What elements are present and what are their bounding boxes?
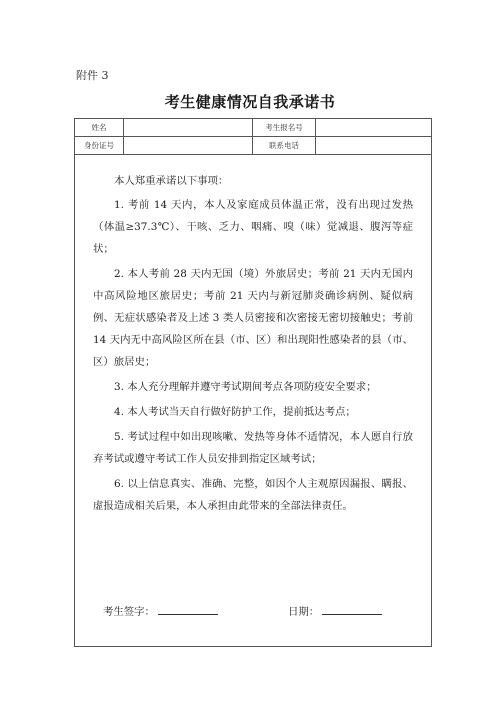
commitment-item-3: 3. 本人充分理解并遵守考试期间考点各项防疫安全要求； bbox=[114, 381, 377, 393]
signer-label: 考生签字： bbox=[103, 606, 155, 618]
attachment-label: 附件 3 bbox=[76, 69, 109, 82]
exam-number-field[interactable] bbox=[316, 119, 431, 136]
info-row-id bbox=[75, 137, 431, 155]
commitment-body bbox=[75, 155, 431, 517]
exam-number-label: 考生报名号 bbox=[253, 119, 316, 136]
name-field[interactable] bbox=[124, 119, 253, 136]
date-section bbox=[288, 603, 382, 618]
date-line[interactable] bbox=[322, 604, 382, 615]
page-title: 考生健康情况自我承诺书 bbox=[164, 93, 336, 111]
name-label: 姓名 bbox=[75, 119, 124, 136]
commitment-item-5: 5. 考试过程中如出现咳嗽、发热等身体不适情况，本人愿自行放弃考试或遵守考试工作人员安排到指定区域考试； bbox=[93, 431, 413, 465]
commitment-item-6: 6. 以上信息真实、准确、完整，如因个人主观原因漏报、瞒报、虚报造成相关后果，本人承担由此带来的全部法律责任。 bbox=[93, 478, 413, 512]
id-number-label: 身份证号 bbox=[75, 137, 124, 154]
commitment-item-2: 2. 本人考前 28 天内无国（境）外旅居史；考前 21 天内无国内中高风险地区旅居史；考前 21 天内与新冠肺炎确诊病例、疑似病例、无症状感染者及上述 3 类人员密接和次密接无密切接触史；考前 14 天内无中高风险区所在县（市、区）和出现阳性感染者的县（市、区）旅居史； bbox=[93, 268, 413, 368]
commitment-intro: 本人郑重承诺以下事项： bbox=[114, 175, 229, 187]
info-row-name bbox=[75, 119, 431, 137]
phone-label: 联系电话 bbox=[253, 137, 316, 154]
commitment-item-1: 1. 考前 14 天内，本人及家庭成员体温正常，没有出现过发热（体温≥37.3℃）、干咳、乏力、咽痛、嗅（味）觉减退、腹泻等症状； bbox=[93, 199, 413, 255]
date-label: 日期： bbox=[288, 606, 320, 618]
id-number-field[interactable] bbox=[124, 137, 253, 154]
commitment-item-4: 4. 本人考试当天自行做好防护工作，提前抵达考点； bbox=[114, 406, 356, 418]
commitment-form bbox=[74, 118, 432, 647]
signer-signature-line[interactable] bbox=[158, 604, 218, 615]
signer-section bbox=[103, 603, 218, 618]
phone-field[interactable] bbox=[316, 137, 431, 154]
